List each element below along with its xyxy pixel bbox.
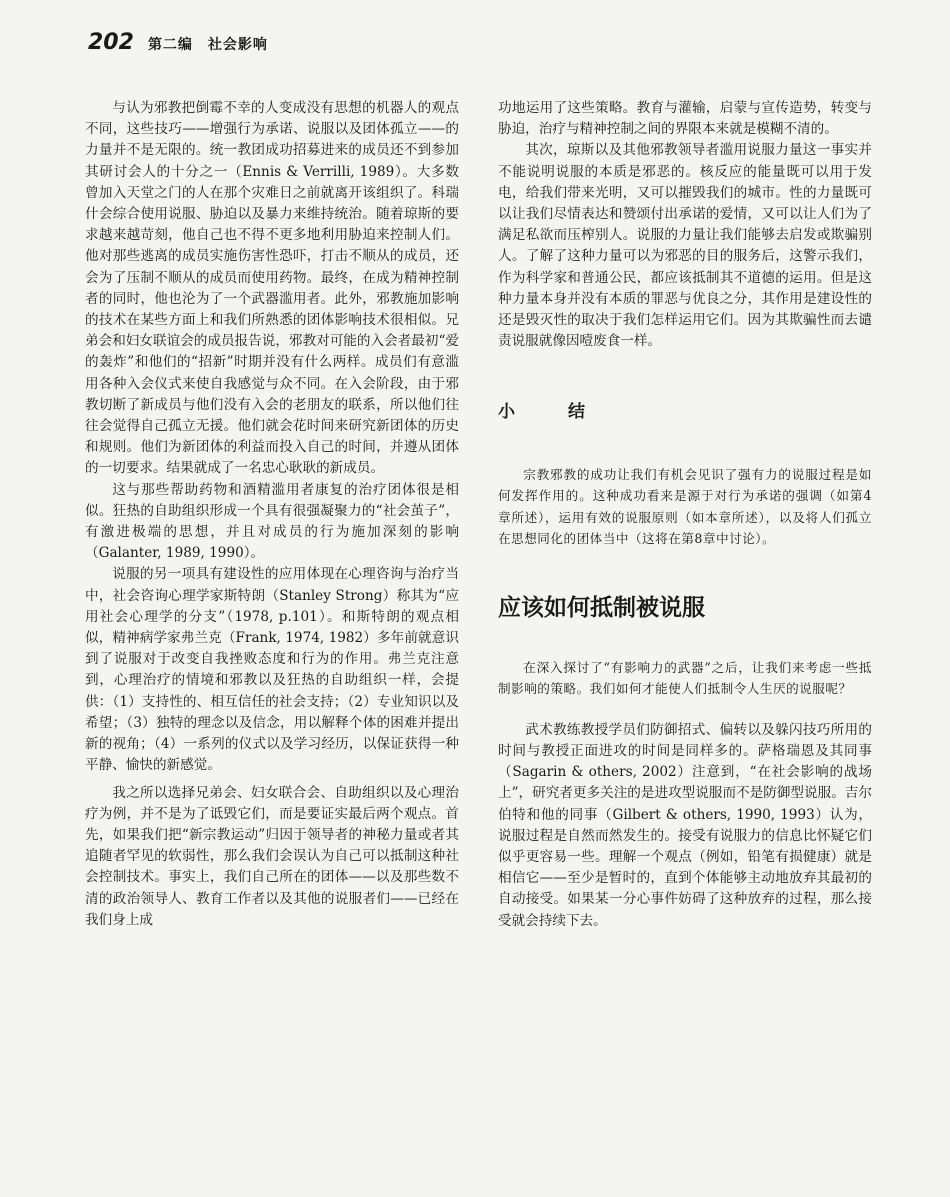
body-paragraph: 说服的另一项具有建设性的应用体现在心理咨询与治疗当中，社会咨询心理学家斯特朗（Stanley Strong）称其为“应用社会心理学的分支”（1978, p.101）。和斯特朗的观点相似，精神病学家弗兰克（Frank, 1974, 1982）多年前就意识到了说服对于改变自我挫败态度和行为的作用。弗兰克注意到，心理治疗的情境和邪教以及狂热的自助组织一样，会提供：（1）支持性的、相互信任的社会支持；（2）专业知识以及希望；（3）独特的理念以及信念，用以解释个体的困难并提出新的视角；（4）一系列的仪式以及学习经历，以保证获得一种平静、愉快的新感觉。 <box>85 566 459 774</box>
body-paragraph: 与认为邪教把倒霉不幸的人变成没有思想的机器人的观点不同，这些技巧——增强行为承诺、说服以及团体孤立——的力量并不是无限的。统一教团成功招募进来的成员还不到参加其研讨会人的十分之一（Ennis & Verrilli, 1989）。大多数曾加入天堂之门的人在那个灾难日之前就离开该组织了。科瑞什会综合使用说服、胁迫以及暴力来维持统治。随着琼斯的要求越来越苛刻，他自己也不得不更多地利用胁迫来控制人们。他对那些逃离的成员实施伤害性恐吓，打击不顺从的成员，还会为了压制不顺从的成员而使用药物。最终，在成为精神控制者的同时，他也沦为了一个武器滥用者。此外，邪教施加影响的技术在某些方面上和我们所熟悉的团体影响技术很相似。兄弟会和妇女联谊会的成员报告说，邪教对可能的入会者最初“爱的轰炸”和他们的“招新”时期并没有什么两样。成员们有意滥用各种入会仪式来使自我感觉与众不同。在入会阶段，由于邪教切断了新成员与他们没有入会的老朋友的联系，所以他们往往会觉得自己孤立无援。他们就会花时间来研究新团体的历史和规则。他们为新团体的利益而投入自己的时间，并遵从团体的一切要求。结果就成了一名忠心耿耿的新成员。 <box>85 100 459 477</box>
section-heading: 应该如何抵制被说服 <box>498 594 705 621</box>
page-header <box>88 30 268 55</box>
body-paragraph: 其次，琼斯以及其他邪教领导者滥用说服力量这一事实并不能说明说服的本质是邪恶的。核反应的能量既可以用于发电，给我们带来光明，又可以摧毁我们的城市。性的力量既可以让我们尽情表达和赞颂付出承诺的爱情，又可以让人们为了满足私欲而压榨别人。说服的力量让我们能够去启发或欺骗别人。了解了这种力量可以为邪恶的目的服务后，这警示我们，作为科学家和普通公民，都应该抵制其不道德的运用。但是这种力量本身并没有本质的罪恶与优良之分，其作用是建设性的还是毁灭性的取决于我们怎样运用它们。因为其欺骗性而去谴责说服就像因噎废食一样。 <box>498 142 872 350</box>
body-paragraph: 我之所以选择兄弟会、妇女联合会、自助组织以及心理治疗为例，并不是为了诋毁它们，而是要证实最后两个观点。首先，如果我们把“新宗教运动”归因于领导者的神秘力量或者其追随者罕见的软弱性，那么我们会误认为自己可以抵制这种社会控制技术。事实上，我们自己所在的团体——以及那些数不清的政治领导人、教育工作者以及其他的说服者们——已经在我们身上成 <box>85 784 459 928</box>
running-head: 第二编 社会影响 <box>147 37 268 53</box>
section-intro: 在深入探讨了“有影响力的武器”之后，让我们来考虑一些抵制影响的策略。我们如何才能使人们抵制令人生厌的说服呢？ <box>498 659 872 697</box>
left-column <box>85 98 459 931</box>
summary-text: 宗教邪教的成功让我们有机会见识了强有力的说服过程是如何发挥作用的。这种成功看来是源于对行为承诺的强调（如第4章所述），运用有效的说服原则（如本章所述），以及将人们孤立在思想同化的团体当中（这将在第8章中讨论）。 <box>498 466 872 547</box>
summary-heading: 小 结 <box>498 402 603 423</box>
continued-paragraph: 功地运用了这些策略。教育与灌输，启蒙与宣传造势，转变与胁迫，治疗与精神控制之间的界限本来就是模糊不清的。 <box>498 100 872 138</box>
body-paragraph: 这与那些帮助药物和酒精滥用者康复的治疗团体很是相似。狂热的自助组织形成一个具有很强凝聚力的“社会茧子”，有激进极端的思想，并且对成员的行为施加深刻的影响（Galanter, 1989, 1990）。 <box>85 481 459 562</box>
right-column <box>498 98 872 932</box>
body-paragraph: 武术教练教授学员们防御招式、偏转以及躲闪技巧所用的时间与教授正面进攻的时间是同样多的。萨格瑞恩及其同事（Sagarin & others, 2002）注意到，“在社会影响的战场上”，研究者更多关注的是进攻型说服而不是防御型说服。吉尔伯特和他的同事（Gilbert & others, 1990, 1993）认为，说服过程是自然而然发生的。接受有说服力的信息比怀疑它们似乎更容易一些。理解一个观点（例如，铅笔有损健康）就是相信它——至少是暂时的，直到个体能够主动地放弃其最初的自动接受。如果某一分心事件妨碍了这种放弃的过程，那么接受就会持续下去。 <box>498 721 872 929</box>
page-number: 202 <box>88 30 134 55</box>
